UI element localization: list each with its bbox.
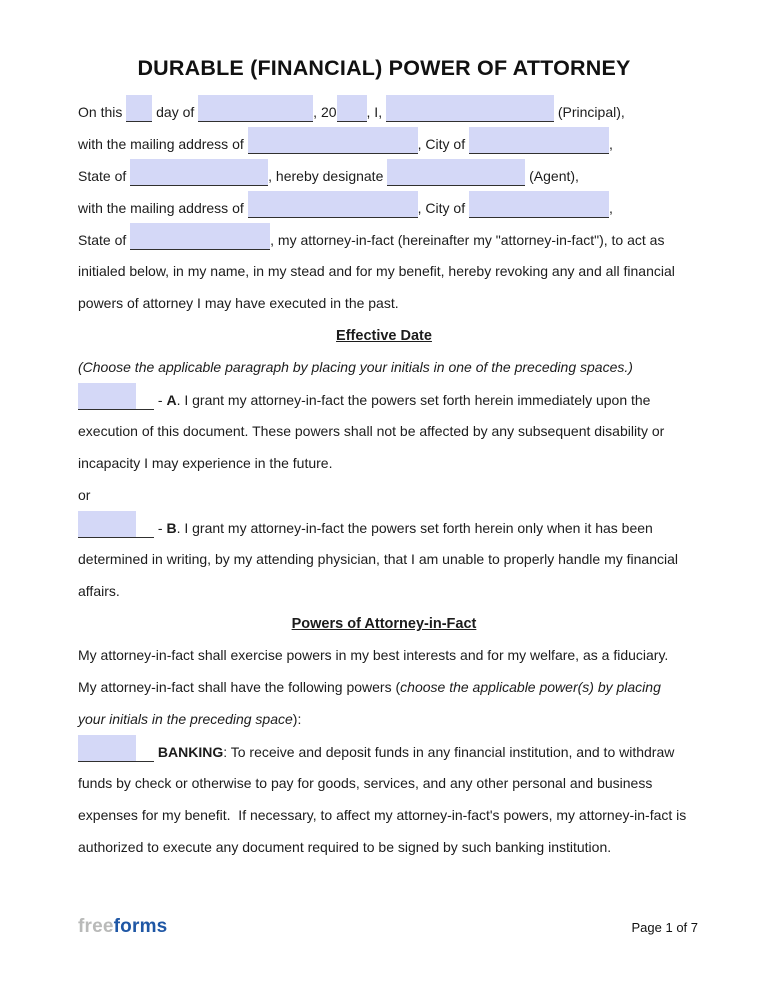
document-body: [78, 95, 690, 863]
text-run: -: [154, 392, 167, 408]
page-number: Page 1 of 7: [631, 920, 698, 935]
section-heading-text: Effective Date: [336, 328, 432, 344]
text-run: funds by check or otherwise to pay for goods, services, and any other personal and business: [78, 775, 653, 791]
text-run: execution of this document. These powers shall not be affected by any subsequent disability or: [78, 423, 665, 439]
field-initials-a[interactable]: [78, 383, 136, 409]
bold-text: BANKING: [157, 744, 224, 760]
text-run: affairs.: [78, 583, 120, 599]
text-run: ):: [292, 711, 302, 727]
text-run: ,: [609, 200, 613, 216]
field-month[interactable]: [198, 95, 313, 122]
text-run: authorized to execute any document required to be signed by such banking institution.: [78, 839, 612, 855]
text-run: State of: [78, 168, 131, 184]
text-run: : To receive and deposit funds in any financial institution, and to withdraw: [223, 744, 675, 760]
document-line: [78, 159, 690, 191]
logo-free-text: free: [78, 916, 114, 937]
text-run: , I,: [366, 104, 386, 120]
field-agent-city[interactable]: [469, 191, 609, 218]
logo-forms-text: forms: [113, 916, 168, 937]
italic-text: (Choose the applicable paragraph by placing your initials in one of the preceding spaces.): [78, 359, 633, 375]
italic-text: your initials in the preceding space: [78, 711, 293, 727]
document-line: [78, 575, 690, 607]
initials-underline: [78, 511, 154, 538]
field-year[interactable]: [337, 95, 367, 122]
section-heading: [78, 607, 690, 639]
document-line: [78, 639, 690, 671]
field-initials-banking[interactable]: [78, 735, 136, 761]
document-line: [78, 447, 690, 479]
document-line: [78, 351, 690, 383]
field-agent-state[interactable]: [130, 223, 270, 250]
text-run: powers of attorney I may have executed in the past.: [78, 295, 399, 311]
text-run: or: [78, 487, 91, 503]
text-run: with the mailing address of: [78, 136, 248, 152]
text-run: , my attorney-in-fact (hereinafter my "attorney-in-fact"), to act as: [270, 232, 665, 248]
text-run: (Principal),: [553, 104, 625, 120]
document-line: [78, 671, 690, 703]
text-run: with the mailing address of: [78, 200, 248, 216]
document-line: [78, 703, 690, 735]
field-agent-name[interactable]: [387, 159, 525, 186]
document-line: [78, 95, 690, 127]
freeforms-logo: [78, 916, 167, 938]
field-agent-address[interactable]: [248, 191, 418, 218]
text-run: initialed below, in my name, in my stead and for my benefit, hereby revoking any and all financial: [78, 263, 675, 279]
document-line: [78, 799, 690, 831]
document-line: [78, 543, 690, 575]
document-line: [78, 415, 690, 447]
text-run: day of: [152, 104, 199, 120]
document-line: [78, 735, 690, 767]
document-line: [78, 287, 690, 319]
field-principal-address[interactable]: [248, 127, 418, 154]
page-title: DURABLE (FINANCIAL) POWER OF ATTORNEY: [137, 56, 631, 80]
document-line: [78, 383, 690, 415]
text-run: ,: [609, 136, 613, 152]
section-heading-text: Powers of Attorney-in-Fact: [291, 616, 477, 632]
field-principal-state[interactable]: [130, 159, 268, 186]
document-line: [78, 511, 690, 543]
text-run: determined in writing, by my attending physician, that I am unable to properly handle my financial: [78, 551, 678, 567]
text-run: , City of: [417, 136, 469, 152]
field-principal-city[interactable]: [469, 127, 609, 154]
text-run: , 20: [313, 104, 337, 120]
text-run: My attorney-in-fact shall have the following powers (: [78, 679, 401, 695]
text-run: (Agent),: [525, 168, 579, 184]
bold-text: B: [166, 520, 177, 536]
document-line: [78, 191, 690, 223]
text-run: . I grant my attorney-in-fact the powers set forth herein only when it has been: [176, 520, 653, 536]
italic-text: choose the applicable power(s) by placing: [400, 679, 661, 695]
document-line: [78, 831, 690, 863]
text-run: State of: [78, 232, 131, 248]
text-run: My attorney-in-fact shall exercise powers in my best interests and for my welfare, as a fiduciary.: [78, 647, 669, 663]
text-run: . I grant my attorney-in-fact the powers set forth herein immediately upon the: [176, 392, 651, 408]
text-run: -: [154, 520, 167, 536]
field-principal-name[interactable]: [386, 95, 554, 122]
bold-text: A: [166, 392, 177, 408]
field-initials-b[interactable]: [78, 511, 136, 537]
document-line: [78, 223, 690, 255]
text-run: expenses for my benefit. If necessary, to affect my attorney-in-fact's powers, my attorney-in-fact is: [78, 807, 687, 823]
document-line: [78, 479, 690, 511]
document-line: [78, 767, 690, 799]
page-footer: [78, 916, 698, 938]
text-run: , City of: [417, 200, 469, 216]
document-line: [78, 255, 690, 287]
text-run: , hereby designate: [268, 168, 388, 184]
section-heading: [78, 319, 690, 351]
initials-underline: [78, 383, 154, 410]
document-line: [78, 127, 690, 159]
text-run: On this: [78, 104, 127, 120]
text-run: incapacity I may experience in the future.: [78, 455, 333, 471]
field-day[interactable]: [126, 95, 152, 122]
initials-underline: [78, 735, 154, 762]
